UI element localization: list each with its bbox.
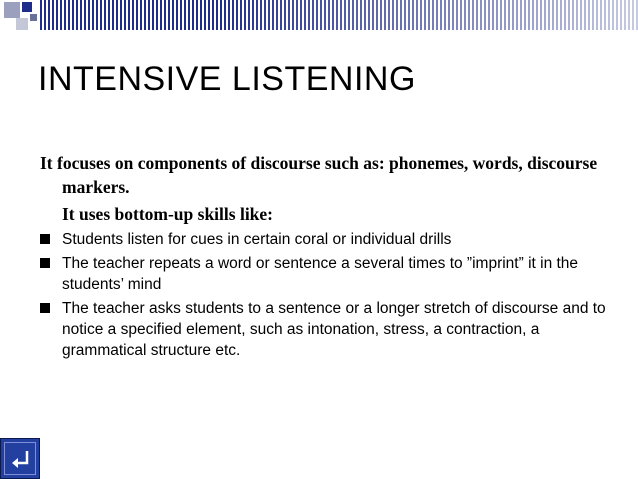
list-item [38, 298, 618, 361]
return-arrow-icon [9, 448, 33, 472]
list-item-text: The teacher repeats a word or sentence a several times to ”imprint” it in the students’ mind [62, 255, 579, 293]
bullet-list [38, 229, 618, 364]
corner-square-gray [4, 2, 20, 18]
list-item-text: Students listen for cues in certain coral or individual drills [62, 231, 452, 248]
list-item [38, 229, 618, 250]
slide-title: INTENSIVE LISTENING [38, 60, 416, 98]
square-bullet-icon [40, 258, 50, 268]
intro-subtext: It uses bottom-up skills like: [62, 204, 274, 224]
intro-text: It focuses on components of discourse such as: phonemes, words, discourse markers. [40, 153, 598, 197]
corner-square-light [16, 18, 28, 30]
corner-square-small [30, 14, 37, 21]
corner-square-dark [22, 2, 32, 12]
return-nav-button[interactable] [0, 438, 40, 479]
square-bullet-icon [40, 234, 50, 244]
list-item-text: The teacher asks students to a sentence or a longer stretch of discourse and to notice a specified element, such as intonation, stress, a contraction, a grammatical structure etc. [62, 300, 606, 359]
header-band [38, 0, 638, 30]
square-bullet-icon [40, 303, 50, 313]
list-item [38, 253, 618, 295]
